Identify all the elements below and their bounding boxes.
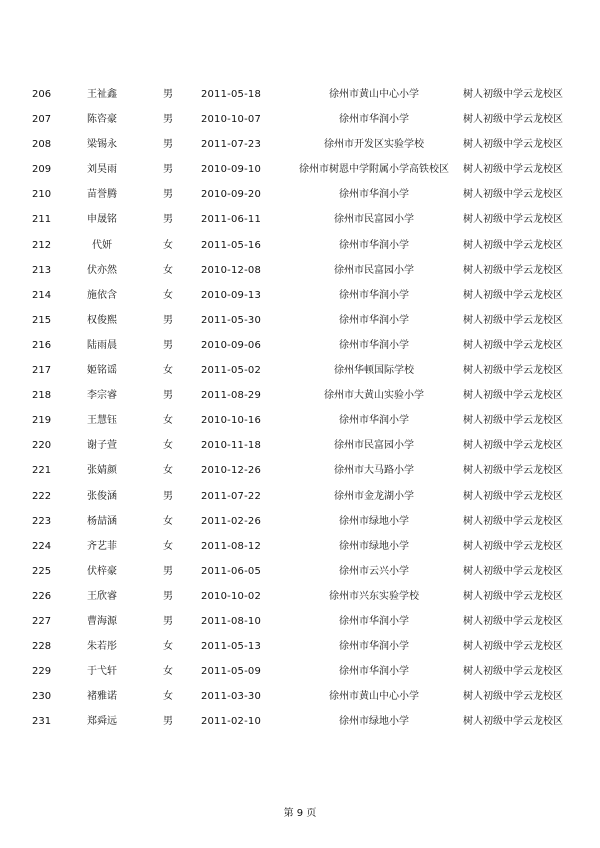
birth-date: 2011-06-11 bbox=[200, 214, 262, 226]
student-name: 朱若彤 bbox=[87, 641, 117, 653]
birth-date: 2010-09-10 bbox=[200, 164, 262, 176]
student-sex: 男 bbox=[163, 89, 173, 100]
row-number: 214 bbox=[32, 289, 52, 301]
row-number: 222 bbox=[32, 490, 52, 502]
table-row bbox=[0, 82, 600, 107]
student-sex: 男 bbox=[163, 164, 173, 176]
table-row bbox=[0, 308, 600, 333]
row-number: 228 bbox=[32, 641, 52, 653]
table-row bbox=[0, 634, 600, 659]
birth-date: 2011-05-18 bbox=[200, 89, 262, 100]
student-sex: 男 bbox=[163, 339, 173, 351]
birth-date: 2010-11-18 bbox=[200, 440, 262, 452]
assigned-school: 树人初级中学云龙校区 bbox=[463, 339, 563, 351]
birth-date: 2011-05-30 bbox=[200, 314, 262, 326]
table-row bbox=[0, 609, 600, 634]
primary-school: 徐州市华润小学 bbox=[339, 289, 409, 301]
row-number: 230 bbox=[32, 691, 52, 703]
student-sex: 女 bbox=[163, 465, 173, 477]
primary-school: 徐州市华润小学 bbox=[339, 189, 409, 201]
table-row bbox=[0, 333, 600, 358]
page-number: 第 9 页 bbox=[283, 808, 317, 819]
table-row bbox=[0, 484, 600, 509]
table-row bbox=[0, 408, 600, 433]
student-sex: 女 bbox=[163, 415, 173, 427]
student-name: 伏梓豪 bbox=[87, 565, 117, 577]
assigned-school: 树人初级中学云龙校区 bbox=[463, 114, 563, 126]
row-number: 216 bbox=[32, 339, 52, 351]
assigned-school: 树人初级中学云龙校区 bbox=[463, 289, 563, 301]
row-number: 215 bbox=[32, 314, 52, 326]
primary-school: 徐州市民富园小学 bbox=[334, 214, 414, 226]
assigned-school: 树人初级中学云龙校区 bbox=[463, 691, 563, 703]
primary-school: 徐州市大马路小学 bbox=[334, 465, 414, 477]
primary-school: 徐州市华润小学 bbox=[339, 339, 409, 351]
birth-date: 2011-07-22 bbox=[200, 490, 262, 502]
row-number: 207 bbox=[32, 114, 52, 126]
student-name: 刘昊雨 bbox=[87, 164, 117, 176]
assigned-school: 树人初级中学云龙校区 bbox=[463, 139, 563, 151]
row-number: 217 bbox=[32, 365, 52, 377]
table-row bbox=[0, 182, 600, 207]
student-sex: 男 bbox=[163, 314, 173, 326]
birth-date: 2011-08-12 bbox=[200, 540, 262, 552]
row-number: 226 bbox=[32, 590, 52, 602]
table-row bbox=[0, 433, 600, 458]
assigned-school: 树人初级中学云龙校区 bbox=[463, 716, 563, 728]
table-row bbox=[0, 157, 600, 182]
student-sex: 女 bbox=[163, 666, 173, 678]
table-row bbox=[0, 107, 600, 132]
row-number: 227 bbox=[32, 615, 52, 627]
primary-school: 徐州市开发区实验学校 bbox=[324, 139, 424, 151]
row-number: 206 bbox=[32, 89, 52, 100]
assigned-school: 树人初级中学云龙校区 bbox=[463, 365, 563, 377]
row-number: 231 bbox=[32, 716, 52, 728]
primary-school: 徐州市黄山中心小学 bbox=[329, 691, 419, 703]
student-name: 代妍 bbox=[92, 239, 112, 251]
table-row bbox=[0, 358, 600, 383]
table-row bbox=[0, 258, 600, 283]
birth-date: 2011-08-29 bbox=[200, 390, 262, 402]
birth-date: 2011-02-26 bbox=[200, 515, 262, 527]
table-row bbox=[0, 684, 600, 709]
row-number: 219 bbox=[32, 415, 52, 427]
birth-date: 2011-03-30 bbox=[200, 691, 262, 703]
student-sex: 女 bbox=[163, 515, 173, 527]
student-name: 伏亦然 bbox=[87, 264, 117, 276]
row-number: 221 bbox=[32, 465, 52, 477]
birth-date: 2010-12-08 bbox=[200, 264, 262, 276]
primary-school: 徐州市金龙湖小学 bbox=[334, 490, 414, 502]
assigned-school: 树人初级中学云龙校区 bbox=[463, 189, 563, 201]
table-row bbox=[0, 383, 600, 408]
birth-date: 2011-02-10 bbox=[200, 716, 262, 728]
student-name: 王欣睿 bbox=[87, 590, 117, 602]
row-number: 220 bbox=[32, 440, 52, 452]
birth-date: 2010-10-02 bbox=[200, 590, 262, 602]
birth-date: 2010-12-26 bbox=[200, 465, 262, 477]
student-name: 陈咨豪 bbox=[87, 114, 117, 126]
assigned-school: 树人初级中学云龙校区 bbox=[463, 214, 563, 226]
primary-school: 徐州市绿地小学 bbox=[339, 716, 409, 728]
student-sex: 男 bbox=[163, 189, 173, 201]
assigned-school: 树人初级中学云龙校区 bbox=[463, 264, 563, 276]
student-list-table bbox=[0, 82, 600, 734]
assigned-school: 树人初级中学云龙校区 bbox=[463, 666, 563, 678]
student-name: 陆雨晨 bbox=[87, 339, 117, 351]
assigned-school: 树人初级中学云龙校区 bbox=[463, 164, 563, 176]
birth-date: 2010-10-16 bbox=[200, 415, 262, 427]
student-name: 施依含 bbox=[87, 289, 117, 301]
student-name: 杨喆涵 bbox=[87, 515, 117, 527]
row-number: 213 bbox=[32, 264, 52, 276]
birth-date: 2010-09-13 bbox=[200, 289, 262, 301]
table-row bbox=[0, 534, 600, 559]
assigned-school: 树人初级中学云龙校区 bbox=[463, 590, 563, 602]
table-row bbox=[0, 659, 600, 684]
student-name: 王祉鑫 bbox=[87, 89, 117, 100]
primary-school: 徐州市华润小学 bbox=[339, 239, 409, 251]
student-name: 申晟铭 bbox=[87, 214, 117, 226]
assigned-school: 树人初级中学云龙校区 bbox=[463, 415, 563, 427]
assigned-school: 树人初级中学云龙校区 bbox=[463, 390, 563, 402]
row-number: 224 bbox=[32, 540, 52, 552]
primary-school: 徐州市树恩中学附属小学高铁校区 bbox=[299, 164, 449, 176]
student-name: 苗誉腾 bbox=[87, 189, 117, 201]
birth-date: 2010-10-07 bbox=[200, 114, 262, 126]
student-sex: 男 bbox=[163, 590, 173, 602]
primary-school: 徐州市民富园小学 bbox=[334, 440, 414, 452]
student-name: 张婧颜 bbox=[87, 465, 117, 477]
student-sex: 女 bbox=[163, 540, 173, 552]
primary-school: 徐州市兴东实验学校 bbox=[329, 590, 419, 602]
table-row bbox=[0, 509, 600, 534]
student-sex: 女 bbox=[163, 691, 173, 703]
student-sex: 女 bbox=[163, 440, 173, 452]
assigned-school: 树人初级中学云龙校区 bbox=[463, 641, 563, 653]
student-sex: 男 bbox=[163, 716, 173, 728]
birth-date: 2010-09-20 bbox=[200, 189, 262, 201]
table-row bbox=[0, 559, 600, 584]
table-row bbox=[0, 584, 600, 609]
student-sex: 女 bbox=[163, 641, 173, 653]
row-number: 210 bbox=[32, 189, 52, 201]
primary-school: 徐州市大黄山实验小学 bbox=[324, 390, 424, 402]
table-row bbox=[0, 132, 600, 157]
primary-school: 徐州市华润小学 bbox=[339, 415, 409, 427]
primary-school: 徐州市华润小学 bbox=[339, 114, 409, 126]
student-name: 郑舜远 bbox=[87, 716, 117, 728]
birth-date: 2011-06-05 bbox=[200, 565, 262, 577]
primary-school: 徐州市云兴小学 bbox=[339, 565, 409, 577]
student-sex: 男 bbox=[163, 114, 173, 126]
birth-date: 2011-05-16 bbox=[200, 239, 262, 251]
primary-school: 徐州市绿地小学 bbox=[339, 540, 409, 552]
birth-date: 2011-05-02 bbox=[200, 365, 262, 377]
assigned-school: 树人初级中学云龙校区 bbox=[463, 89, 563, 100]
birth-date: 2011-05-13 bbox=[200, 641, 262, 653]
student-name: 于弋轩 bbox=[87, 666, 117, 678]
birth-date: 2010-09-06 bbox=[200, 339, 262, 351]
student-sex: 女 bbox=[163, 365, 173, 377]
student-sex: 男 bbox=[163, 565, 173, 577]
row-number: 209 bbox=[32, 164, 52, 176]
assigned-school: 树人初级中学云龙校区 bbox=[463, 565, 563, 577]
primary-school: 徐州市华润小学 bbox=[339, 641, 409, 653]
student-sex: 女 bbox=[163, 239, 173, 251]
student-name: 谢子萱 bbox=[87, 440, 117, 452]
student-sex: 男 bbox=[163, 390, 173, 402]
row-number: 208 bbox=[32, 139, 52, 151]
student-name: 梁锡永 bbox=[87, 139, 117, 151]
birth-date: 2011-08-10 bbox=[200, 615, 262, 627]
assigned-school: 树人初级中学云龙校区 bbox=[463, 490, 563, 502]
student-sex: 男 bbox=[163, 615, 173, 627]
table-row bbox=[0, 283, 600, 308]
row-number: 229 bbox=[32, 666, 52, 678]
row-number: 218 bbox=[32, 390, 52, 402]
student-name: 曹海源 bbox=[87, 615, 117, 627]
row-number: 223 bbox=[32, 515, 52, 527]
assigned-school: 树人初级中学云龙校区 bbox=[463, 314, 563, 326]
student-sex: 女 bbox=[163, 264, 173, 276]
primary-school: 徐州市绿地小学 bbox=[339, 515, 409, 527]
birth-date: 2011-07-23 bbox=[200, 139, 262, 151]
assigned-school: 树人初级中学云龙校区 bbox=[463, 465, 563, 477]
assigned-school: 树人初级中学云龙校区 bbox=[463, 615, 563, 627]
student-name: 权俊熙 bbox=[87, 314, 117, 326]
student-sex: 男 bbox=[163, 490, 173, 502]
assigned-school: 树人初级中学云龙校区 bbox=[463, 540, 563, 552]
student-name: 张俊涵 bbox=[87, 490, 117, 502]
primary-school: 徐州市民富园小学 bbox=[334, 264, 414, 276]
assigned-school: 树人初级中学云龙校区 bbox=[463, 440, 563, 452]
assigned-school: 树人初级中学云龙校区 bbox=[463, 239, 563, 251]
student-name: 李宗睿 bbox=[87, 390, 117, 402]
student-name: 齐艺菲 bbox=[87, 540, 117, 552]
row-number: 212 bbox=[32, 239, 52, 251]
birth-date: 2011-05-09 bbox=[200, 666, 262, 678]
primary-school: 徐州市华润小学 bbox=[339, 615, 409, 627]
table-row bbox=[0, 709, 600, 734]
student-name: 褚雅诺 bbox=[87, 691, 117, 703]
row-number: 211 bbox=[32, 214, 52, 226]
table-row bbox=[0, 207, 600, 232]
student-name: 王慧钰 bbox=[87, 415, 117, 427]
student-sex: 男 bbox=[163, 139, 173, 151]
student-sex: 男 bbox=[163, 214, 173, 226]
table-row bbox=[0, 458, 600, 483]
primary-school: 徐州市黄山中心小学 bbox=[329, 89, 419, 100]
row-number: 225 bbox=[32, 565, 52, 577]
student-name: 姬铭谣 bbox=[87, 365, 117, 377]
primary-school: 徐州华顿国际学校 bbox=[334, 365, 414, 377]
table-row bbox=[0, 233, 600, 258]
assigned-school: 树人初级中学云龙校区 bbox=[463, 515, 563, 527]
student-sex: 女 bbox=[163, 289, 173, 301]
primary-school: 徐州市华润小学 bbox=[339, 666, 409, 678]
primary-school: 徐州市华润小学 bbox=[339, 314, 409, 326]
